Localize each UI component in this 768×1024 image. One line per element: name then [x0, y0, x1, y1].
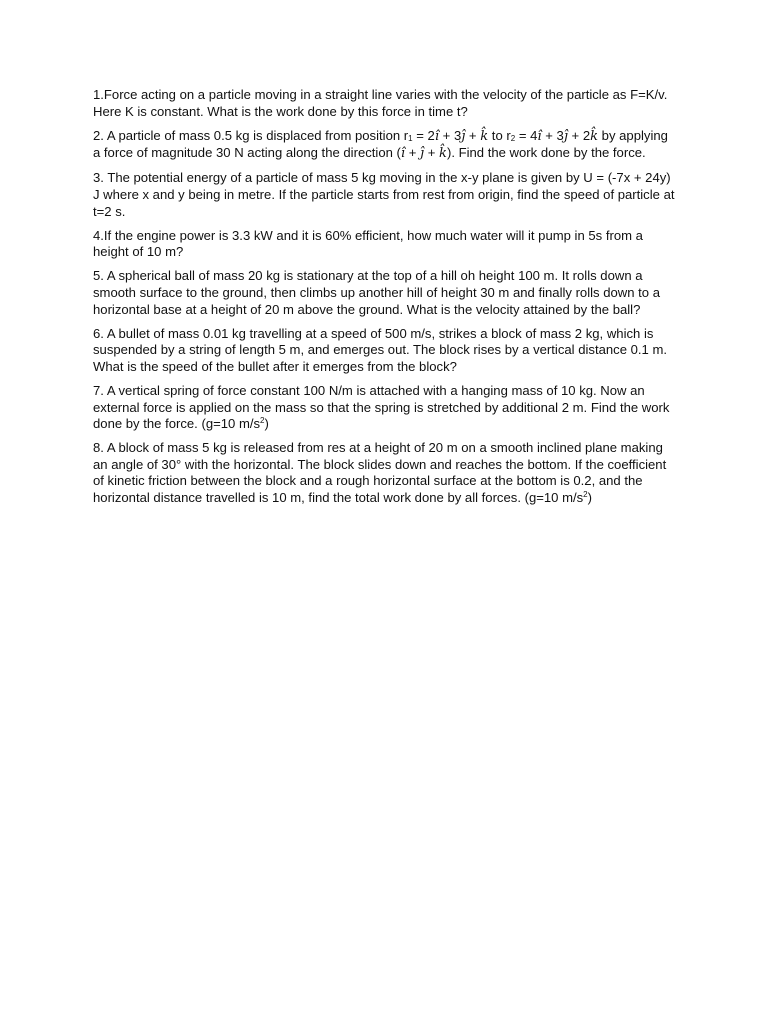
unit-vector-i: î: [434, 128, 440, 144]
question-5: [93, 268, 675, 318]
question-2-text: + 2: [567, 127, 591, 143]
question-8-text: 8. A block of mass 5 kg is released from res at a height of 20 m on a smooth inclined plane making an angle of 30° with the horizontal. The block slides down and reaches the bottom. If the coefficient of kinetic friction between the block and a rough horizontal surface at the bottom is 0.2, and the horizontal distance travelled is 10 m, find the total work done by all forces. (g=10 m/s: [93, 440, 667, 505]
question-2-text: by applying a force of magnitude 30 N acting along the direction (: [93, 127, 668, 161]
question-4: [93, 228, 675, 261]
unit-vector-k: k̂: [590, 128, 599, 144]
question-2-text: +: [465, 127, 481, 143]
question-2-text: = 2: [412, 127, 435, 143]
question-6: [93, 326, 675, 376]
question-3-text: 3. The potential energy of a particle of mass 5 kg moving in the x-y plane is given by U = (-7x + 24y) J where x and y being in metre. If the particle starts from rest from origin, find the speed of particle at t=2 s.: [93, 170, 675, 219]
question-2-text: = 4: [515, 127, 538, 143]
question-2-text: + 3: [439, 127, 462, 143]
question-4-text: 4.If the engine power is 3.3 kW and it is 60% efficient, how much water will it pump in 5s from a height of 10 m?: [93, 227, 643, 260]
question-8: [93, 440, 675, 506]
question-7-text-end: ): [264, 416, 269, 432]
r1-subscript: 1: [408, 133, 413, 143]
question-2-text: +: [424, 145, 440, 161]
squared-superscript: 2: [260, 416, 265, 426]
unit-vector-i: î: [400, 146, 406, 162]
question-1: [93, 87, 675, 120]
question-2-text-start: 2. A particle of mass 0.5 kg is displaced from position r: [93, 127, 409, 143]
unit-vector-j: ĵ: [563, 128, 568, 144]
question-2-text-end: ). Find the work done by the force.: [446, 145, 646, 161]
question-8-text-end: ): [587, 489, 592, 505]
unit-vector-k: k̂: [439, 146, 447, 162]
question-2-text: to r: [488, 127, 511, 143]
question-list: [93, 87, 675, 514]
question-6-text: 6. A bullet of mass 0.01 kg travelling at a speed of 500 m/s, strikes a block of mass 2 kg, which is suspended by a string of length 5 m, and emerges out. The block rises by a vertical distance 0.1 m. What is the speed of the bullet after it emerges from the block?: [93, 325, 668, 374]
unit-vector-j: ĵ: [420, 146, 425, 162]
question-7: [93, 383, 675, 433]
question-2-text: +: [405, 145, 421, 161]
unit-vector-i: î: [537, 128, 542, 144]
question-2: [93, 128, 675, 163]
question-5-text: 5. A spherical ball of mass 20 kg is stationary at the top of a hill oh height 100 m. It rolls down a smooth surface to the ground, then climbs up another hill of height 30 m and finally rolls down to a horizontal base at a height of 20 m above the ground. What is the velocity attained by the ball?: [93, 268, 660, 317]
question-7-text: 7. A vertical spring of force constant 100 N/m is attached with a hanging mass of 10 kg. Now an external force is applied on the mass so that the spring is stretched by additional 2 m. Find the work done by the force. (g=10 m/s: [93, 382, 670, 432]
question-2-text: + 3: [541, 127, 564, 143]
question-3: [93, 170, 675, 220]
question-1-text: 1.Force acting on a particle moving in a straight line varies with the velocity of the particle as F=K/v. Here K is constant. What is the work done by this force in time t?: [93, 87, 668, 119]
squared-superscript: 2: [583, 489, 588, 499]
r2-subscript: 2: [510, 133, 516, 143]
unit-vector-j: ĵ: [461, 128, 466, 144]
unit-vector-k: k̂: [480, 128, 489, 144]
